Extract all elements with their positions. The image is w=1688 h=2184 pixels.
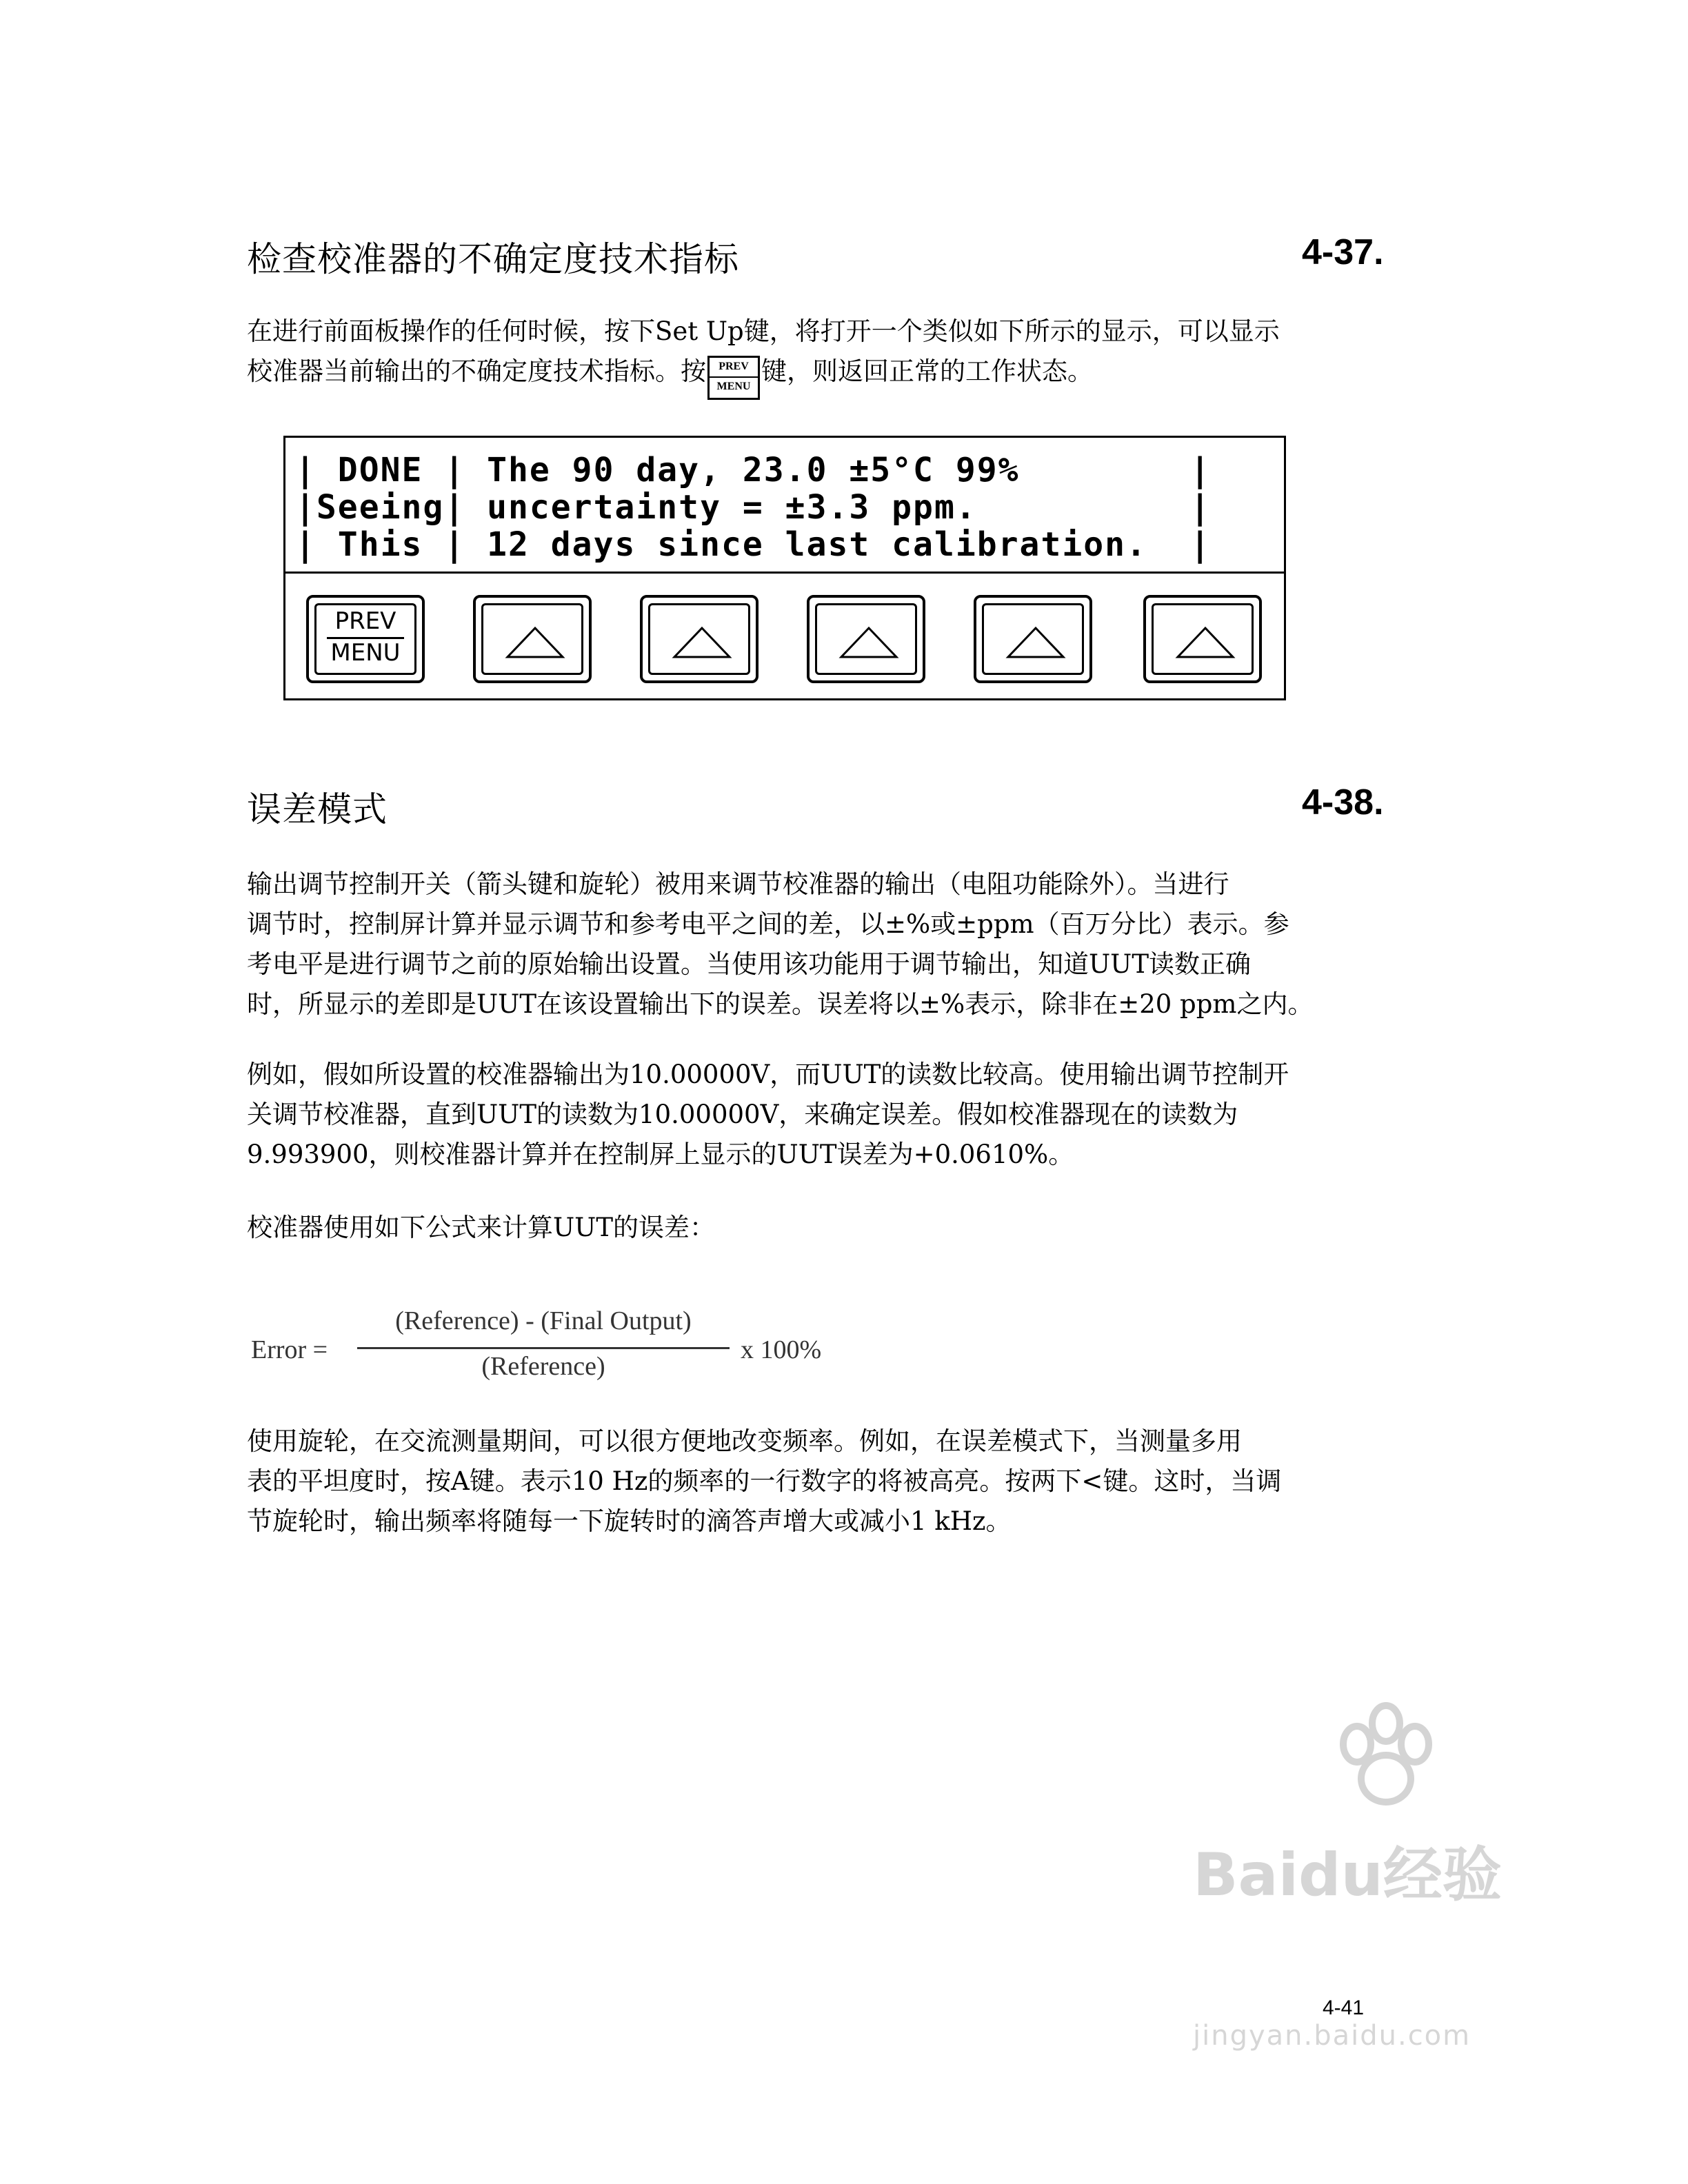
triangle-up-icon — [1146, 598, 1265, 686]
softkey-4[interactable] — [974, 595, 1092, 683]
formula-lhs: Error = — [251, 1335, 328, 1364]
keycap-top-label: PREV — [710, 358, 758, 378]
softkey-1[interactable] — [473, 595, 592, 683]
error-formula — [251, 1306, 872, 1406]
lcd-line-3: | This | 12 days since last calibration. | — [295, 525, 1212, 564]
prev-menu-button[interactable] — [306, 595, 425, 683]
paw-icon — [1324, 1696, 1448, 1813]
paragraph-line: 输出调节控制开关（箭头键和旋轮）被用来调节校准器的输出（电阻功能除外）。当进行 — [247, 869, 1229, 899]
section-number-4-38: 4-38. — [1302, 782, 1384, 822]
prev-label: PREV — [334, 607, 396, 635]
paragraph-line — [247, 352, 1433, 392]
paragraph-line: 校准器使用如下公式来计算UUT的误差： — [247, 1213, 716, 1242]
baidu-watermark — [1186, 1841, 1586, 2165]
softkey-3[interactable] — [807, 595, 925, 683]
paragraph-text: 键，则返回正常的工作状态。 — [761, 356, 1093, 386]
formula-rhs: x 100% — [741, 1335, 822, 1364]
lcd-line-2: |Seeing| uncertainty = ±3.3 ppm. | — [295, 488, 1212, 527]
paragraph-formula-intro — [247, 1208, 1433, 1248]
paragraph-line: 使用旋轮，在交流测量期间，可以很方便地改变频率。例如，在误差模式下，当测量多用 — [247, 1426, 1242, 1456]
panel-divider — [285, 572, 1284, 574]
softkey-5[interactable] — [1143, 595, 1262, 683]
fraction-bar — [357, 1347, 730, 1349]
paragraph-line: 关调节校准器，直到UUT的读数为10.00000V，来确定误差。假如校准器现在的读数为 — [247, 1100, 1238, 1129]
calibrator-display-panel — [283, 436, 1286, 700]
paragraph-line: 调节时，控制屏计算并显示调节和参考电平之间的差，以±%或±ppm（百万分比）表示。参 — [247, 909, 1289, 939]
watermark-brand: Baidu经验 — [1193, 1841, 1502, 1910]
formula-numerator: (Reference) - (Final Output) — [395, 1306, 692, 1335]
triangle-up-icon — [643, 598, 761, 686]
paragraph-setup-key — [247, 312, 1433, 392]
prev-menu-keycap — [707, 356, 760, 400]
keycap-bottom-label: MENU — [716, 381, 751, 392]
formula-denominator: (Reference) — [481, 1352, 605, 1381]
paragraph-line: 9.993900，则校准器计算并在控制屏上显示的UUT误差为+0.0610%。 — [247, 1140, 1074, 1169]
paragraph-line: 表的平坦度时，按A键。表示10 Hz的频率的一行数字的将被高亮。按两下<键。这时，当调 — [247, 1466, 1282, 1496]
section-title-error-mode: 误差模式 — [247, 789, 388, 829]
paragraph-line: 节旋轮时，输出频率将随每一下旋转时的滴答声增大或减小1 kHz。 — [247, 1506, 1012, 1536]
softkey-2[interactable] — [640, 595, 758, 683]
paragraph-error-mode-intro — [247, 865, 1433, 1024]
page-number: 4-41 — [1323, 1996, 1365, 2019]
triangle-up-icon — [476, 598, 594, 686]
paragraph-text: 校准器当前输出的不确定度技术指标。按 — [247, 356, 706, 386]
section-title-uncertainty: 检查校准器的不确定度技术指标 — [247, 239, 739, 279]
section-number-4-37: 4-37. — [1302, 232, 1384, 272]
menu-label: MENU — [330, 639, 401, 667]
paragraph-line: 在进行前面板操作的任何时候，按下Set Up键，将打开一个类似如下所示的显示，可以显示 — [247, 316, 1280, 346]
lcd-line-1: | DONE | The 90 day, 23.0 ±5°C 99% | — [295, 451, 1212, 489]
triangle-up-icon — [810, 598, 928, 686]
paragraph-line: 考电平是进行调节之前的原始输出设置。当使用该功能用于调节输出，知道UUT读数正确 — [247, 949, 1252, 979]
paragraph-line: 例如，假如所设置的校准器输出为10.00000V，而UUT的读数比较高。使用输出调节控制开 — [247, 1060, 1289, 1089]
paragraph-line: 时，所显示的差即是UUT在该设置输出下的误差。误差将以±%表示，除非在±20 ppm之内。 — [247, 989, 1314, 1019]
paragraph-knob-usage — [247, 1422, 1433, 1541]
triangle-up-icon — [976, 598, 1095, 686]
watermark-url: jingyan.baidu.com — [1193, 2020, 1471, 2052]
paragraph-error-example — [247, 1055, 1433, 1175]
